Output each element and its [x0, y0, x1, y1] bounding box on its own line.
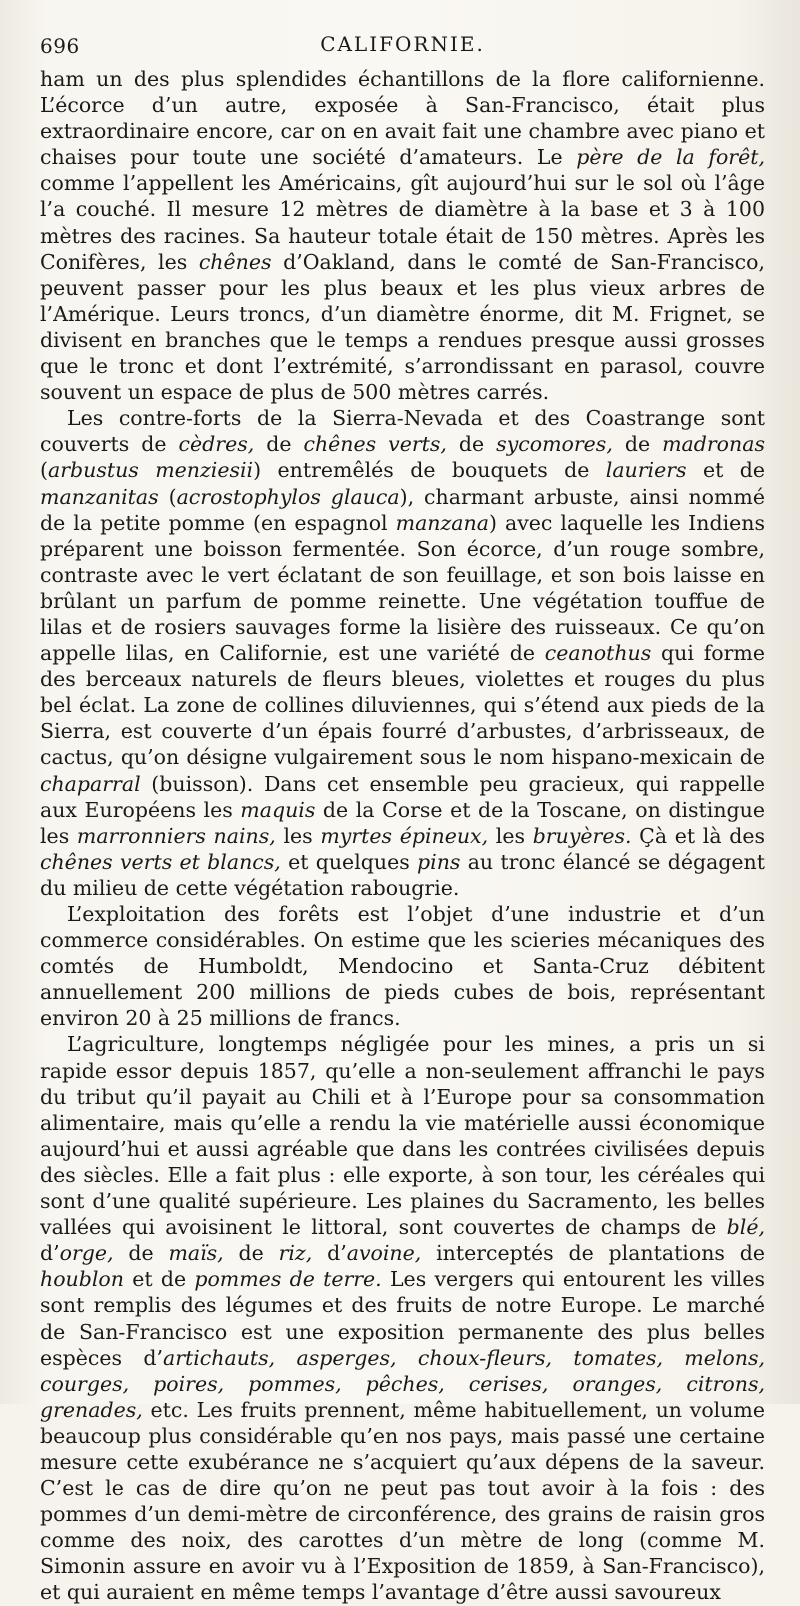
text-run: qui forme des berceaux naturels de fleurs bleues, violettes et rouges du plus bel éclat. La zone de collines diluviennes, qui s’étend aux pieds de la Sierra, est couverte d’un épais fourré d’arbustes, d’arbrisseaux, de cactus, qu’on désigne vulgairement sous le nom hispano-mexicain de — [40, 641, 765, 770]
italic-text-run: marronniers nains, — [76, 823, 276, 848]
italic-text-run: artichauts, asperges, choux-fleurs, tomates, melons, courges, poires, pommes, pêches, cerises, oranges, citrons, grenades, — [40, 1345, 765, 1422]
text-run: et quelques — [280, 849, 418, 874]
italic-text-run: orge, — [59, 1241, 114, 1266]
paragraph — [40, 66, 765, 405]
italic-text-run: chênes verts et blancs, — [40, 849, 281, 874]
italic-text-run: chênes verts, — [303, 432, 447, 457]
text-run: L’agriculture, longtemps négligée pour les mines, a pris un si rapide essor depuis 1857, qu’elle a non-seulement affranchi le pays du tribut qu’il payait au Chili et à l’Europe pour sa consommation alimentaire, mais qu’elle a rendu la vie matérielle aussi économique aujourd’hui et aussi agréable que dans les contrées civilisées depuis des siècles. Elle a fait plus : elle exporte, à son tour, les céréales qui sont d’une qualité supérieure. Les plaines du Sacramento, les belles vallées qui avoisinent le littoral, sont couvertes de champs de — [40, 1032, 765, 1240]
text-run: ( — [40, 458, 48, 483]
italic-text-run: bruyères. — [532, 823, 632, 848]
text-run: ), charmant arbuste, ainsi nommé de la petite pomme (en espagnol — [40, 484, 765, 535]
text-run: etc. Les fruits prennent, même habituellement, un volume beaucoup plus considérable qu’en nos pays, mais passé une certaine mesure cette exubérance ne s’acquiert qu’aux dépens de la saveur. C’est le cas de dire qu’on ne peut pas tout avoir à la fois : des pommes d’un demi-mètre de circonférence, des grains de raisin gros comme des noix, des carottes d’un mètre de long (comme M. Simonin assure en avoir vu à l’Exposition de 1859, à San-Francisco), et qui auraient en même temps l’avantage d’être aussi savoureux — [40, 1397, 765, 1605]
italic-text-run: lauriers — [605, 458, 687, 483]
text-run: interceptés de plantations de — [421, 1241, 765, 1266]
text-run: d’ — [40, 1241, 60, 1266]
text-run: comme l’appellent les Américains, gît aujourd’hui sur le sol où l’âge l’a couché. Il mesure 12 mètres de diamètre à la base et 3 à 100 mètres des racines. Sa hauteur totale était de 150 mètres. Après les Conifères, les — [40, 171, 765, 274]
text-run: ) avec laquelle les Indiens préparent une boisson fermentée. Son écorce, d’un rouge sombre, contraste avec le vert éclatant de son feuillage, et son bois laisse en brûlant un parfum de pomme reinette. Une végétation touffue de lilas et de rosiers sauvages forme la lisière des ruisseaux. Ce qu’on appelle lilas, en Californie, est une variété de — [40, 510, 765, 666]
italic-text-run: manzanitas — [40, 484, 159, 509]
text-run: de — [113, 1241, 169, 1266]
text-run: Les contre-forts de la Sierra-Nevada et des Coastrange sont couverts de — [40, 406, 765, 457]
italic-text-run: ceanothus — [544, 641, 652, 666]
italic-text-run: chênes — [198, 249, 272, 274]
page-header — [40, 30, 765, 60]
paragraph — [40, 405, 765, 901]
paragraph — [40, 901, 765, 1031]
text-run: de — [254, 432, 304, 457]
text-run: ) entremêlés de bouquets de — [253, 458, 606, 483]
italic-text-run: riz, — [278, 1241, 313, 1266]
italic-text-run: acrostophylos glauca — [176, 484, 400, 509]
italic-text-run: père de la forêt, — [576, 145, 765, 170]
text-run: ham un des plus splendides échantillons de la flore californienne. L’écorce d’un autre, exposée à San-Francisco, était plus extraordinaire encore, car on en avait fait une chambre avec piano et chaises pour toute une société d’amateurs. Le — [40, 67, 765, 170]
text-run: Çà et là des — [631, 823, 765, 848]
running-head: CALIFORNIE. — [320, 32, 485, 56]
italic-text-run: madronas — [662, 432, 765, 457]
italic-text-run: cèdres, — [178, 432, 255, 457]
text-run: de la Corse et de la Toscane, on distingue les — [40, 797, 765, 848]
text-run: au tronc élancé se dégagent du milieu de cette végétation rabougrie. — [40, 849, 766, 900]
italic-text-run: manzana — [395, 510, 489, 535]
italic-text-run: maïs, — [168, 1241, 224, 1266]
italic-text-run: chaparral — [40, 771, 141, 796]
text-run: et de — [123, 1267, 195, 1292]
text-run: (buisson). Dans cet ensemble peu gracieux, qui rappelle aux Européens les — [40, 771, 765, 822]
page-number: 696 — [40, 34, 80, 58]
text-run: ( — [158, 484, 177, 509]
paragraph — [40, 1031, 765, 1605]
italic-text-run: myrtes épineux, — [320, 823, 489, 848]
italic-text-run: arbustus menziesii — [48, 458, 254, 483]
text-run: les — [488, 823, 533, 848]
text-run: d’ — [312, 1241, 347, 1266]
italic-text-run: maquis — [240, 797, 316, 822]
text-run: Les vergers qui entourent les villes sont remplis des légumes et des fruits de notre Europe. Le marché de San-Francisco est une exposition permanente des plus belles espèces d’ — [40, 1267, 765, 1370]
text-run: les — [275, 823, 321, 848]
italic-text-run: blé, — [726, 1215, 765, 1240]
text-run: d’Oakland, dans le comté de San-Francisco, peuvent passer pour les plus beaux et les plus vieux arbres de l’Amérique. Leurs troncs, d’un diamètre énorme, dit M. Frignet, se divisent en branches que le temps a rendues presque aussi grosses que le tronc et dont l’extrémité, s’arrondissant en parasol, couvre souvent un espace de plus de 500 mètres carrés. — [40, 249, 765, 405]
text-run: de — [612, 432, 663, 457]
italic-text-run: avoine, — [346, 1241, 422, 1266]
italic-text-run: sycomores, — [496, 432, 613, 457]
text-run: de — [446, 432, 497, 457]
text-run: L’exploitation des forêts est l’objet d’une industrie et d’un commerce considérables. On estime que les scieries mécaniques des comtés de Humboldt, Mendocino et Santa-Cruz débitent annuellement 200 millions de pieds cubes de bois, représentant environ 20 à 25 millions de francs. — [40, 902, 765, 1031]
body-text — [40, 66, 765, 1606]
text-run: et de — [686, 458, 765, 483]
text-run: de — [223, 1241, 279, 1266]
italic-text-run: pommes de terre. — [194, 1267, 382, 1292]
italic-text-run: pins — [417, 849, 461, 874]
italic-text-run: houblon — [40, 1267, 124, 1292]
